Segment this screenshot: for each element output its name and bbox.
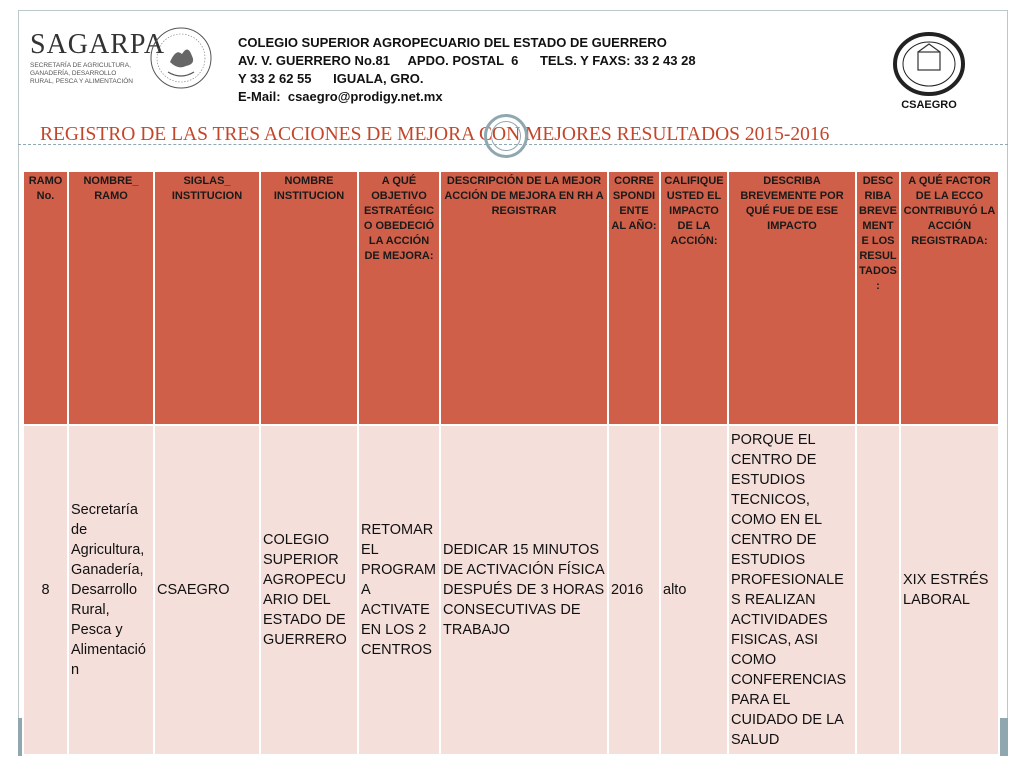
- cell-ramo-no: 8: [23, 425, 68, 755]
- header-descripcion-accion: DESCRIPCIÓN DE LA MEJOR ACCIÓN DE MEJORA EN RH A REGISTRAR: [440, 171, 608, 425]
- decorative-circle: [484, 114, 528, 158]
- cell-nombre-institucion: COLEGIO SUPERIOR AGROPECUARIO DEL ESTADO DE GUERRERO: [260, 425, 358, 755]
- sagarpa-logo: [30, 29, 166, 102]
- cell-factor-ecco: XIX ESTRÉS LABORAL: [900, 425, 999, 755]
- cell-resultados: [856, 425, 900, 755]
- actions-table: [22, 170, 1000, 756]
- header-factor-ecco: A QUÉ FACTOR DE LA ECCO CONTRIBUYÓ LA ACCIÓN REGISTRADA:: [900, 171, 999, 425]
- cell-por-que: PORQUE EL CENTRO DE ESTUDIOS TECNICOS, COMO EN EL CENTRO DE ESTUDIOS PROFESIONALES REALIZAN ACTIVIDADES FISICAS, ASI COMO CONFERENCIAS PARA EL CUIDADO DE LA SALUD: [728, 425, 856, 755]
- cell-objetivo: RETOMAR EL PROGRAMA ACTIVATE EN LOS 2 CENTROS: [358, 425, 440, 755]
- mexico-seal-icon: [148, 22, 214, 94]
- header-ramo-no: RAMO No.: [23, 171, 68, 425]
- cell-anio: 2016: [608, 425, 660, 755]
- cell-descripcion: DEDICAR 15 MINUTOS DE ACTIVACIÓN FÍSICA DESPUÉS DE 3 HORAS CONSECUTIVAS DE TRABAJO: [440, 425, 608, 755]
- csaegro-logo: [884, 30, 974, 110]
- institution-header: COLEGIO SUPERIOR AGROPECUARIO DEL ESTADO DE GUERRERO AV. V. GUERRERO No.81 APDO. POSTAL 6 TELS. Y FAXS: 33 2 43 28 Y 33 2 62 55 IGUALA, GRO. E-Mail: csaegro@prodigy.net.mx: [238, 35, 696, 104]
- cell-siglas: CSAEGRO: [154, 425, 260, 755]
- header-siglas-institucion: SIGLAS_ INSTITUCION: [154, 171, 260, 425]
- header-nombre-ramo: NOMBRE_ RAMO: [68, 171, 154, 425]
- sagarpa-brand: SAGARPA: [30, 29, 166, 60]
- table-row: [23, 425, 999, 755]
- table-header-row: [23, 171, 999, 425]
- csaegro-logo-text: CSAEGRO: [901, 99, 957, 110]
- header-objetivo-estrategico: A QUÉ OBJETIVO ESTRATÉGICO OBEDECIÓ LA ACCIÓN DE MEJORA:: [358, 171, 440, 425]
- header-por-que-impacto: DESCRIBA BREVEMENTE POR QUÉ FUE DE ESE IMPACTO: [728, 171, 856, 425]
- header-impacto: CALIFIQUE USTED EL IMPACTO DE LA ACCIÓN:: [660, 171, 728, 425]
- sagarpa-subtitle: SECRETARÍA DE AGRICULTURA, GANADERÍA, DESARROLLO RURAL, PESCA Y ALIMENTACIÓN: [30, 62, 133, 85]
- header-nombre-institucion: NOMBRE INSTITUCION: [260, 171, 358, 425]
- header-anio: CORRESPONDIENTE AL AÑO:: [608, 171, 660, 425]
- cell-nombre-ramo: Secretaría de Agricultura, Ganadería, Desarrollo Rural, Pesca y Alimentación: [68, 425, 154, 755]
- cell-impacto: alto: [660, 425, 728, 755]
- header-resultados: DESCRIBA BREVEMENTE LOS RESULTADOS:: [856, 171, 900, 425]
- page-title: REGISTRO DE LAS TRES ACCIONES DE MEJORA CON MEJORES RESULTADOS 2015-2016: [40, 124, 830, 145]
